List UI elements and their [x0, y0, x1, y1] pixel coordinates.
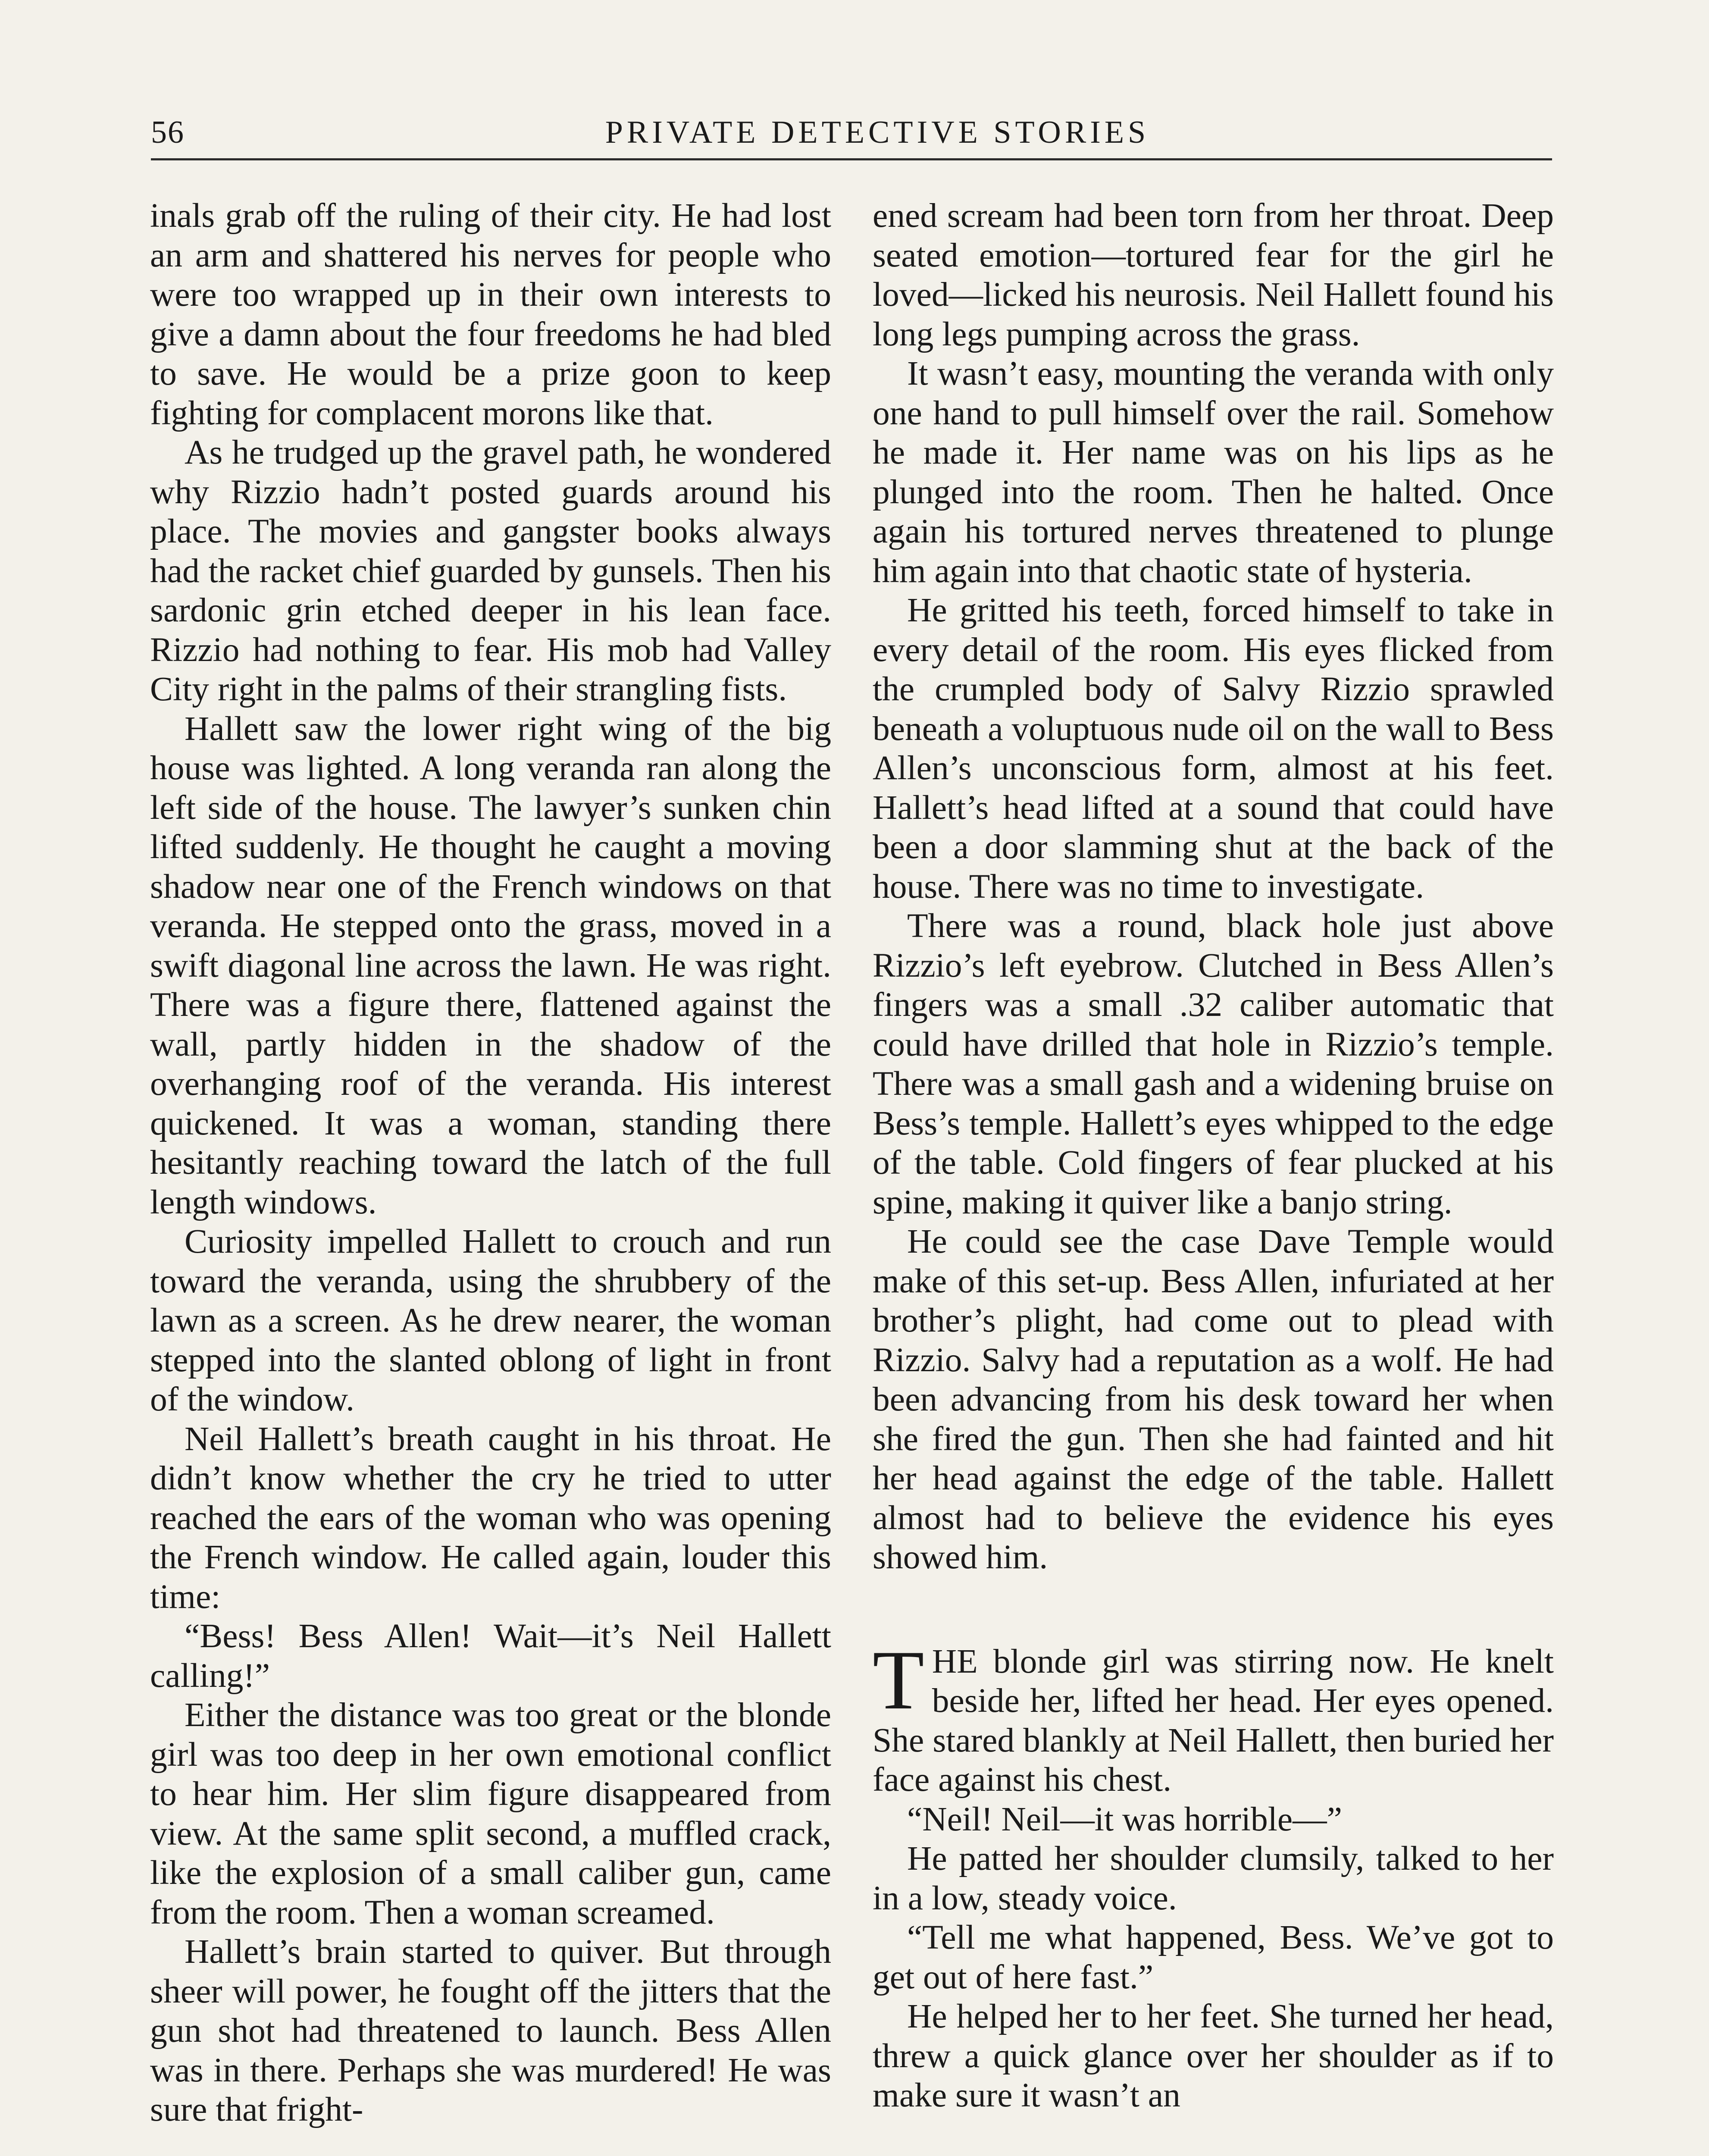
page-number: 56	[151, 115, 185, 150]
paragraph: He helped her to her feet. She turned her head, threw a quick glance over her shoulder as if to make sure it wasn’t an	[873, 1997, 1554, 2114]
section-paragraph	[873, 1633, 1554, 1800]
right-column	[873, 196, 1554, 2156]
paragraph: It wasn’t easy, mounting the veranda with only one hand to pull himself over the rail. Somehow he made it. Her name was on his lips as he plunged into the room. Then he halted. Once again his tortured nerves threatened to plunge him again into that chaotic state of hysteria.	[873, 354, 1554, 590]
drop-cap: T	[873, 1633, 924, 1727]
paragraph: Either the distance was too great or the blonde girl was too deep in her own emotional conflict to hear him. Her slim figure disappeared from view. At the same split second, a muffled crack, like the explosion of a small caliber gun, came from the room. Then a woman screamed.	[150, 1696, 831, 1931]
running-title: PRIVATE DETECTIVE STORIES	[605, 115, 1150, 150]
paragraph: ened scream had been torn from her throat. Deep seated emotion—tortured fear for the girl he loved—licked his neurosis. Neil Hallett found his long legs pumping across the grass.	[873, 197, 1554, 353]
paragraph: He could see the case Dave Temple would make of this set-up. Bess Allen, infuriated at her brother’s plight, had come out to plead with Rizzio. Salvy had a reputation as a wolf. He had been advancing from his desk toward her when she fired the gun. Then she had fainted and hit her head against the edge of the table. Hallett almost had to believe the evidence his eyes showed him.	[873, 1222, 1554, 1576]
paragraph: As he trudged up the gravel path, he wondered why Rizzio hadn’t posted guards around his place. The movies and gangster books always had the racket chief guarded by gunsels. Then his sardonic grin etched deeper in his lean face. Rizzio had nothing to fear. His mob had Valley City right in the palms of their strangling fists.	[150, 433, 831, 708]
paragraph: There was a round, black hole just above Rizzio’s left eyebrow. Clutched in Bess Allen’s fingers was a small .32 caliber automatic that could have drilled that hole in Rizzio’s temple. There was a small gash and a widening bruise on Bess’s temple. Hallett’s eyes whipped to the edge of the table. Cold fingers of fear plucked at his spine, making it quiver like a banjo string.	[873, 907, 1554, 1221]
left-column	[150, 196, 831, 2156]
page-header	[151, 110, 1552, 166]
paragraph: inals grab off the ruling of their city. He had lost an arm and shattered his nerves for people who were too wrapped up in their own interests to give a damn about the four freedoms he had bled to save. He would be a prize goon to keep fighting for complacent morons like that.	[150, 197, 831, 432]
paragraph: Hallett saw the lower right wing of the big house was lighted. A long veranda ran along the left side of the house. The lawyer’s sunken chin lifted suddenly. He thought he caught a moving shadow near one of the French windows on that veranda. He stepped onto the grass, moved in a swift diagonal line across the lawn. He was right. There was a figure there, flattened against the wall, partly hidden in the shadow of the overhanging roof of the veranda. His interest quickened. It was a woman, standing there hesitantly reaching toward the latch of the full length windows.	[150, 709, 831, 1221]
dialogue-paragraph: “Neil! Neil—it was horrible—”	[907, 1800, 1342, 1838]
section-paragraph-text: HE blonde girl was stirring now. He knelt beside her, lifted her head. Her eyes opened. She stared blankly at Neil Hallett, then buried her face against his chest.	[873, 1642, 1554, 1799]
paragraph: He patted her shoulder clumsily, talked to her in a low, steady voice.	[873, 1839, 1554, 1917]
paragraph: Neil Hallett’s breath caught in his throat. He didn’t know whether the cry he tried to utter reached the ears of the woman who was opening the French window. He called again, louder this time:	[150, 1420, 831, 1616]
dialogue-paragraph: “Bess! Bess Allen! Wait—it’s Neil Hallett calling!”	[150, 1617, 831, 1695]
paragraph: Hallett’s brain started to quiver. But through sheer will power, he fought off the jitters that the gun shot had threatened to launch. Bess Allen was in there. Perhaps she was murdered! He was sure that fright-	[150, 1933, 831, 2128]
paragraph: Curiosity impelled Hallett to crouch and run toward the veranda, using the shrubbery of the lawn as a screen. As he drew nearer, the woman stepped into the slanted oblong of light in front of the window.	[150, 1222, 831, 1418]
dialogue-paragraph: “Tell me what happened, Bess. We’ve got to get out of here fast.”	[873, 1918, 1554, 1996]
paragraph: He gritted his teeth, forced himself to take in every detail of the room. His eyes flicked from the crumpled body of Salvy Rizzio sprawled beneath a voluptuous nude oil on the wall to Bess Allen’s unconscious form, almost at his feet. Hallett’s head lifted at a sound that could have been a door slamming shut at the back of the house. There was no time to investigate.	[873, 591, 1554, 906]
header-rule	[151, 158, 1552, 160]
